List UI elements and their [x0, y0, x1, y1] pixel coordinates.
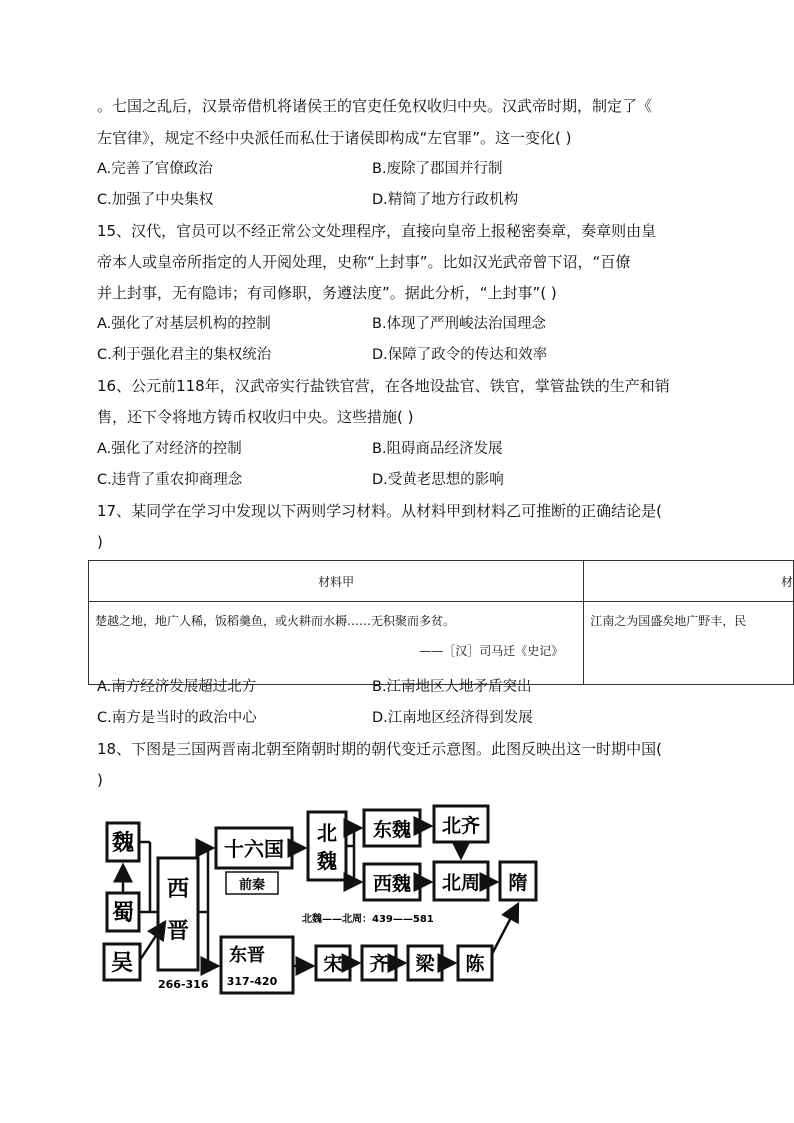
q16-option-d[interactable]: D.受黄老思想的影响 [372, 472, 504, 488]
qianqin-label: 前秦 [238, 878, 266, 893]
q15-option-a[interactable]: A.强化了对基层机构的控制 [97, 316, 271, 332]
q16-option-a[interactable]: A.强化了对经济的控制 [97, 441, 242, 457]
wu-box [104, 944, 140, 980]
material-a-source: ——［汉］司马迁《史记》 [419, 644, 564, 658]
dongwei-box [364, 810, 420, 846]
dongjin-box [221, 937, 293, 993]
dongjin-years: 317-420 [226, 975, 278, 988]
liang-label: 梁 [415, 953, 435, 975]
q14-option-c[interactable]: C.加强了中央集权 [97, 192, 214, 208]
beizhou-box [434, 862, 488, 900]
qianqin-box [226, 872, 278, 894]
dongjin-label: 东晋 [229, 945, 265, 966]
q15-option-c[interactable]: C.利于强化君主的集权统治 [97, 347, 272, 363]
q15-option-b[interactable]: B.体现了严刑峻法治国理念 [372, 316, 547, 332]
q15-stem-line-2: 帝本人或皇帝所指定的人开阅处理，史称“上封事”。比如汉光武帝曾下诏，“百僚 [97, 253, 631, 271]
q17-option-d[interactable]: D.江南地区经济得到发展 [372, 710, 533, 726]
chen-label: 陈 [465, 953, 485, 975]
q17-option-a[interactable]: A.南方经济发展超过北方 [97, 679, 257, 695]
shu-label: 蜀 [111, 901, 135, 926]
beiwei-label-1: 北 [317, 821, 337, 845]
liang-box [408, 946, 442, 980]
xijin-label-2: 晋 [166, 919, 190, 944]
q15-stem-line-1: 15、汉代，官员可以不经正常公文处理程序，直接向皇帝上报秘密奏章，奏章则由皇 [97, 222, 657, 240]
material-b-header: 材 [584, 561, 794, 602]
wei-label: 魏 [111, 831, 135, 856]
xijin-years: 266-316 [158, 978, 209, 991]
q17-option-c[interactable]: C.南方是当时的政治中心 [97, 710, 257, 726]
material-a-header: 材料甲 [89, 561, 584, 602]
shiliuguo-label: 十六国 [224, 837, 284, 861]
q17-option-b[interactable]: B.江南地区人地矛盾突出 [372, 679, 532, 695]
material-a-text: 楚越之地，地广人稀，饭稻羹鱼，或火耕而水耨……无积聚而多贫。 [95, 614, 456, 628]
sui-box [500, 862, 536, 900]
q14-stem-line-1: 。七国之乱后，汉景帝借机将诸侯王的官吏任免权收归中央。汉武帝时期，制定了《 [97, 97, 653, 115]
beichao-note: 北魏——北周：439——581 [302, 914, 434, 925]
song-label: 宋 [323, 953, 343, 975]
q17-stem-line-2: ) [97, 533, 103, 551]
beiqi-label: 北齐 [441, 815, 481, 837]
xiwei-label: 西魏 [372, 873, 412, 895]
wu-label: 吴 [110, 951, 134, 976]
q16-option-b[interactable]: B.阻碍商品经济发展 [372, 441, 503, 457]
shu-box [107, 893, 139, 931]
q14-option-d[interactable]: D.精简了地方行政机构 [372, 192, 519, 208]
beiqi-box [434, 806, 488, 842]
sui-label: 隋 [508, 872, 528, 894]
q16-option-c[interactable]: C.违背了重农抑商理念 [97, 472, 243, 488]
q18-stem-line-1: 18、下图是三国两晋南北朝至隋朝时期的朝代变迁示意图。此图反映出这一时期中国( [97, 740, 662, 758]
shiliuguo-box [216, 828, 292, 868]
q14-option-a[interactable]: A.完善了官僚政治 [97, 161, 213, 177]
xijin-box [158, 858, 198, 970]
chen-box [458, 946, 492, 980]
q14-option-b[interactable]: B.废除了郡国并行制 [372, 161, 503, 177]
q15-stem-line-3: 并上封事，无有隐讳；有司修职，务遵法度”。据此分析，“上封事”( ) [97, 284, 557, 302]
xiwei-box [364, 864, 420, 900]
xijin-label-1: 西 [166, 877, 190, 902]
beiwei-box [308, 812, 346, 880]
qi-label: 齐 [369, 953, 389, 975]
q15-option-d[interactable]: D.保障了政令的传达和效率 [372, 347, 548, 363]
q14-stem-line-2: 左官律》，规定不经中央派任而私仕于诸侯即构成“左官罪”。这一变化( ) [97, 129, 572, 147]
dongwei-label: 东魏 [372, 819, 412, 841]
beizhou-label: 北周 [441, 872, 481, 894]
song-box [316, 946, 350, 980]
beiwei-label-2: 魏 [317, 849, 337, 873]
q17-stem-line-1: 17、某同学在学习中发现以下两则学习材料。从材料甲到材料乙可推断的正确结论是( [97, 502, 662, 520]
q18-stem-line-2: ) [97, 771, 103, 789]
qi-box [362, 946, 396, 980]
wei-box [107, 823, 139, 861]
q16-stem-line-1: 16、公元前118年，汉武帝实行盐铁官营，在各地设盐官、铁官，掌管盐铁的生产和销 [97, 377, 670, 395]
q16-stem-line-2: 售，还下令将地方铸币权收归中央。这些措施( ) [97, 408, 414, 426]
material-b-text: 江南之为国盛矣地广野丰，民 [590, 614, 747, 628]
